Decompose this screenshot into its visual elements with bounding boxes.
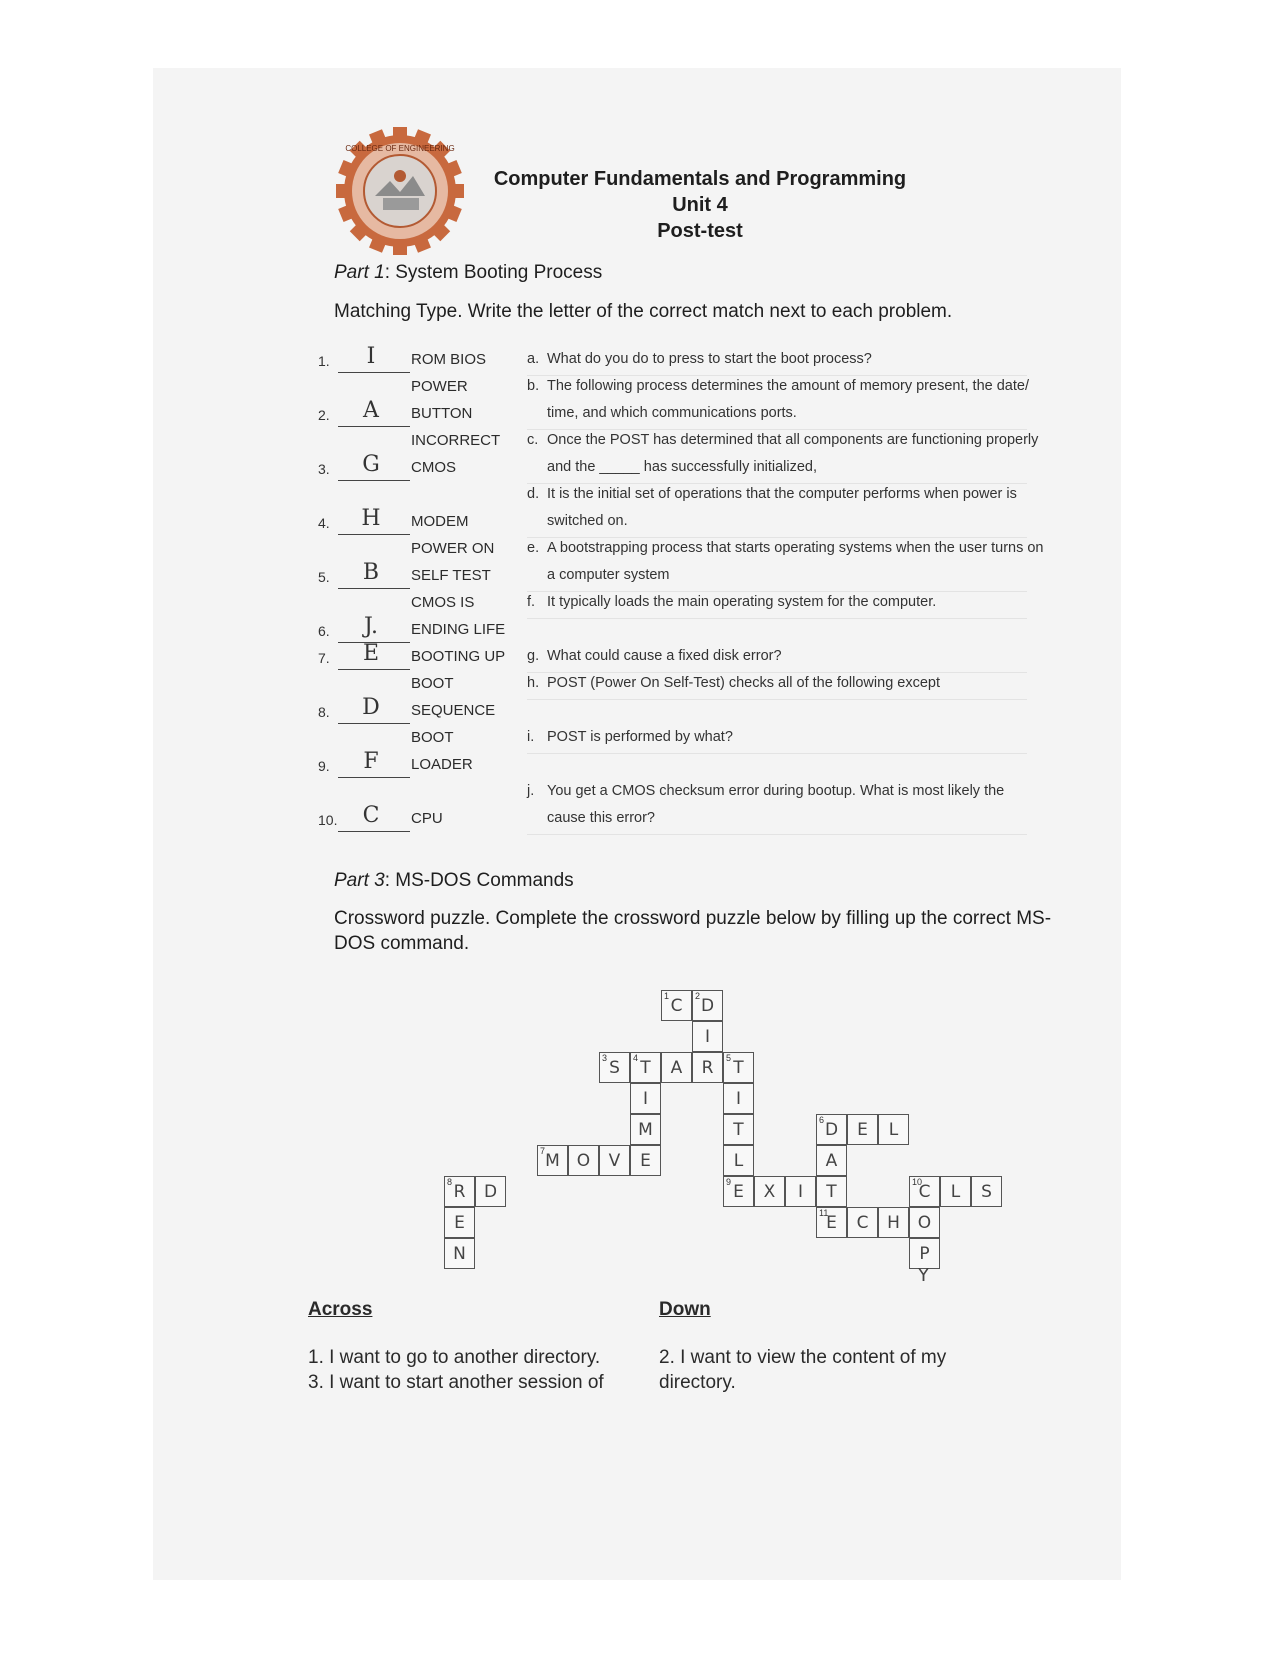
cell-letter-handwritten: S: [609, 1058, 620, 1078]
clue-number: 6: [819, 1115, 825, 1125]
item-answer-handwritten: I: [366, 344, 376, 369]
item-term: POWER ON: [411, 540, 495, 557]
cell-letter-handwritten: C: [670, 996, 683, 1016]
across-clues: [308, 1345, 604, 1395]
item-term: CMOS: [411, 459, 456, 476]
crossword-cell[interactable]: [537, 1145, 568, 1176]
option-letter: i.: [527, 729, 535, 745]
cell-letter-handwritten: V: [608, 1151, 621, 1171]
option-letter: j.: [527, 783, 535, 799]
part3-label: Part 3: [334, 870, 385, 891]
item-term: CMOS IS: [411, 594, 475, 611]
item-number: 2.: [318, 407, 330, 423]
clue-number: 1: [664, 991, 670, 1001]
part3-instruction-line1: Crossword puzzle. Complete the crossword puzzle below by filling up the correct MS-: [334, 908, 1052, 929]
crossword-cell[interactable]: [630, 1052, 661, 1083]
crossword-cell[interactable]: [816, 1114, 847, 1145]
crossword-cell[interactable]: [568, 1145, 599, 1176]
cell-letter-handwritten: C: [856, 1213, 869, 1233]
crossword-cell[interactable]: [692, 990, 723, 1021]
cell-letter-handwritten: E: [857, 1120, 868, 1140]
crossword-cell[interactable]: [599, 1145, 630, 1176]
cell-letter-handwritten: H: [887, 1213, 900, 1233]
crossword-cell[interactable]: [816, 1176, 847, 1207]
option-text: The following process determines the amount of memory present, the date/: [547, 378, 1029, 394]
cell-letter-handwritten: I: [735, 1089, 741, 1109]
cell-letter-handwritten: L: [733, 1151, 744, 1171]
paper-sheet: [153, 68, 1121, 1580]
option-letter: a.: [527, 351, 540, 367]
across-clue-1: 1. I want to go to another directory.: [308, 1347, 601, 1368]
item-term: LOADER: [411, 756, 473, 773]
crossword-cell[interactable]: [847, 1207, 878, 1238]
seal-text: COLLEGE OF ENGINEERING: [345, 144, 455, 153]
cell-letter-handwritten: E: [640, 1151, 651, 1171]
cell-letter-handwritten: I: [642, 1089, 648, 1109]
item-term: SEQUENCE: [411, 702, 496, 719]
part3-heading: [334, 870, 574, 892]
item-number: 5.: [318, 569, 330, 585]
item-number: 10.: [318, 812, 338, 828]
cell-letter-handwritten: D: [700, 996, 715, 1016]
item-term: CPU: [411, 810, 443, 827]
item-answer-handwritten: E: [362, 641, 380, 666]
crossword-cell[interactable]: [723, 1052, 754, 1083]
item-answer-handwritten: H: [361, 506, 381, 531]
item-answer-handwritten: D: [362, 695, 380, 720]
cell-letter-handwritten: R: [701, 1058, 714, 1078]
cell-letter-handwritten: E: [826, 1213, 837, 1233]
cell-letter-handwritten: R: [453, 1182, 466, 1202]
overflow-letter-handwritten: Y: [918, 1265, 929, 1286]
item-answer-handwritten: C: [362, 803, 380, 828]
option-text: You get a CMOS checksum error during bootup. What is most likely the: [547, 783, 1005, 799]
item-answer-handwritten: F: [363, 749, 379, 774]
clue-number: 10: [912, 1177, 923, 1187]
item-answer-handwritten: A: [363, 398, 379, 423]
unit-title: Unit 4: [672, 194, 728, 216]
option-text: It is the initial set of operations that the computer performs when power is: [547, 486, 1017, 502]
option-text: POST is performed by what?: [547, 729, 733, 745]
cell-letter-handwritten: P: [919, 1244, 930, 1264]
cell-letter-handwritten: M: [545, 1151, 560, 1171]
option-letter: d.: [527, 486, 540, 502]
clue-number: 3: [602, 1053, 608, 1063]
cell-letter-handwritten: D: [483, 1182, 498, 1202]
cell-letter-handwritten: T: [733, 1120, 744, 1140]
item-term: BOOT: [411, 729, 454, 746]
option-text: A bootstrapping process that starts operating systems when the user turns on: [547, 540, 1044, 556]
crossword-cell[interactable]: [444, 1238, 475, 1269]
across-heading: Across: [308, 1299, 373, 1320]
crossword-cell[interactable]: [630, 1114, 661, 1145]
item-term: INCORRECT: [411, 432, 501, 449]
part3-title: : MS-DOS Commands: [384, 870, 574, 891]
cell-letter-handwritten: L: [888, 1120, 899, 1140]
crossword-cell[interactable]: [692, 1052, 723, 1083]
item-number: 4.: [318, 515, 330, 531]
clue-number: 7: [540, 1146, 546, 1156]
item-number: 6.: [318, 623, 330, 639]
item-number: 3.: [318, 461, 330, 477]
crossword-cell[interactable]: [723, 1114, 754, 1145]
part1-instruction: Matching Type. Write the letter of the correct match next to each problem.: [334, 301, 953, 322]
option-text: Once the POST has determined that all components are functioning properly: [547, 432, 1039, 448]
option-text: and the _____ has successfully initialized,: [547, 459, 818, 475]
down-heading: Down: [659, 1299, 711, 1320]
crossword-cell[interactable]: [971, 1176, 1002, 1207]
crossword-cell[interactable]: [847, 1114, 878, 1145]
down-clues: [659, 1345, 946, 1395]
option-text: a computer system: [547, 567, 670, 583]
option-text: It typically loads the main operating system for the computer.: [547, 594, 937, 610]
cell-letter-handwritten: S: [981, 1182, 992, 1202]
cell-letter-handwritten: E: [454, 1213, 465, 1233]
cell-letter-handwritten: C: [918, 1182, 931, 1202]
crossword-cell[interactable]: [692, 1021, 723, 1052]
item-term: POWER: [411, 378, 468, 395]
college-seal-logo: [335, 126, 465, 256]
down-clue-2: 2. I want to view the content of my: [659, 1347, 947, 1368]
option-text: What do you do to press to start the boot process?: [547, 351, 872, 367]
crossword-cell[interactable]: [754, 1176, 785, 1207]
cell-letter-handwritten: X: [763, 1182, 776, 1202]
item-term: BOOT: [411, 675, 454, 692]
cell-letter-handwritten: A: [825, 1151, 838, 1171]
across-clue-3: 3. I want to start another session of: [308, 1372, 604, 1393]
item-term: MODEM: [411, 513, 469, 530]
crossword-cell[interactable]: [723, 1083, 754, 1114]
cell-letter-handwritten: D: [824, 1120, 839, 1140]
crossword-cell[interactable]: [599, 1052, 630, 1083]
option-letter: c.: [527, 432, 539, 448]
item-answer-handwritten: J.: [363, 614, 379, 639]
clue-number: 5: [726, 1053, 732, 1063]
crossword-cell[interactable]: [816, 1145, 847, 1176]
crossword-cell[interactable]: [444, 1207, 475, 1238]
item-term: ENDING LIFE: [411, 621, 506, 638]
down-clue-2-cont: directory.: [659, 1372, 736, 1393]
item-number: 9.: [318, 758, 330, 774]
cell-letter-handwritten: A: [670, 1058, 683, 1078]
test-title: Post-test: [657, 220, 743, 242]
cell-letter-handwritten: T: [640, 1058, 651, 1078]
cell-letter-handwritten: I: [704, 1027, 710, 1047]
crossword-cell[interactable]: [661, 990, 692, 1021]
crossword-cell[interactable]: [475, 1176, 506, 1207]
item-answer-handwritten: G: [362, 452, 380, 477]
clue-number: 4: [633, 1053, 639, 1063]
cell-letter-handwritten: O: [917, 1213, 932, 1233]
option-letter: e.: [527, 540, 540, 556]
item-number: 7.: [318, 650, 330, 666]
cell-letter-handwritten: T: [826, 1182, 837, 1202]
option-text: switched on.: [547, 513, 628, 529]
crossword-cell[interactable]: [661, 1052, 692, 1083]
option-text: time, and which communications ports.: [547, 405, 797, 421]
document-header: [480, 166, 920, 244]
item-term: BOOTING UP: [411, 648, 506, 665]
cell-letter-handwritten: O: [576, 1151, 591, 1171]
part1-label: Part 1: [334, 262, 385, 283]
item-number: 8.: [318, 704, 330, 720]
part1-title: : System Booting Process: [384, 262, 603, 283]
option-text: cause this error?: [547, 810, 655, 826]
crossword-cell[interactable]: [878, 1207, 909, 1238]
part3-instruction-line2: DOS command.: [334, 933, 470, 954]
course-title: Computer Fundamentals and Programming: [493, 168, 907, 190]
item-term: BUTTON: [411, 405, 473, 422]
crossword-cell[interactable]: [630, 1145, 661, 1176]
item-term: ROM BIOS: [411, 351, 487, 368]
item-answer-handwritten: B: [362, 560, 380, 585]
clue-number: 8: [447, 1177, 453, 1187]
crossword-cell[interactable]: [940, 1176, 971, 1207]
part1-heading: [334, 262, 602, 284]
cell-letter-handwritten: E: [733, 1182, 744, 1202]
item-term: SELF TEST: [411, 567, 491, 584]
option-letter: b.: [527, 378, 540, 394]
crossword-cell[interactable]: [816, 1207, 847, 1238]
option-letter: g.: [527, 648, 540, 664]
clue-number: 9: [726, 1177, 732, 1187]
cell-letter-handwritten: L: [950, 1182, 961, 1202]
crossword-cell[interactable]: [909, 1207, 940, 1238]
option-letter: h.: [527, 675, 540, 691]
crossword-cell[interactable]: [785, 1176, 816, 1207]
option-letter: f.: [527, 594, 536, 610]
item-number: 1.: [318, 353, 330, 369]
cell-letter-handwritten: M: [638, 1120, 653, 1140]
clue-number: 2: [695, 991, 701, 1001]
clue-number: 11: [819, 1208, 829, 1218]
crossword-cell[interactable]: [723, 1176, 754, 1207]
crossword-cell[interactable]: [878, 1114, 909, 1145]
part3-instruction: [334, 906, 1051, 956]
option-text: POST (Power On Self-Test) checks all of the following except: [547, 675, 941, 691]
crossword-cell[interactable]: [909, 1176, 940, 1207]
crossword-cell[interactable]: [723, 1145, 754, 1176]
option-text: What could cause a fixed disk error?: [547, 648, 782, 664]
cell-letter-handwritten: I: [797, 1182, 803, 1202]
crossword-cell[interactable]: [630, 1083, 661, 1114]
crossword-cell[interactable]: [444, 1176, 475, 1207]
cell-letter-handwritten: T: [733, 1058, 744, 1078]
cell-letter-handwritten: N: [453, 1244, 466, 1264]
